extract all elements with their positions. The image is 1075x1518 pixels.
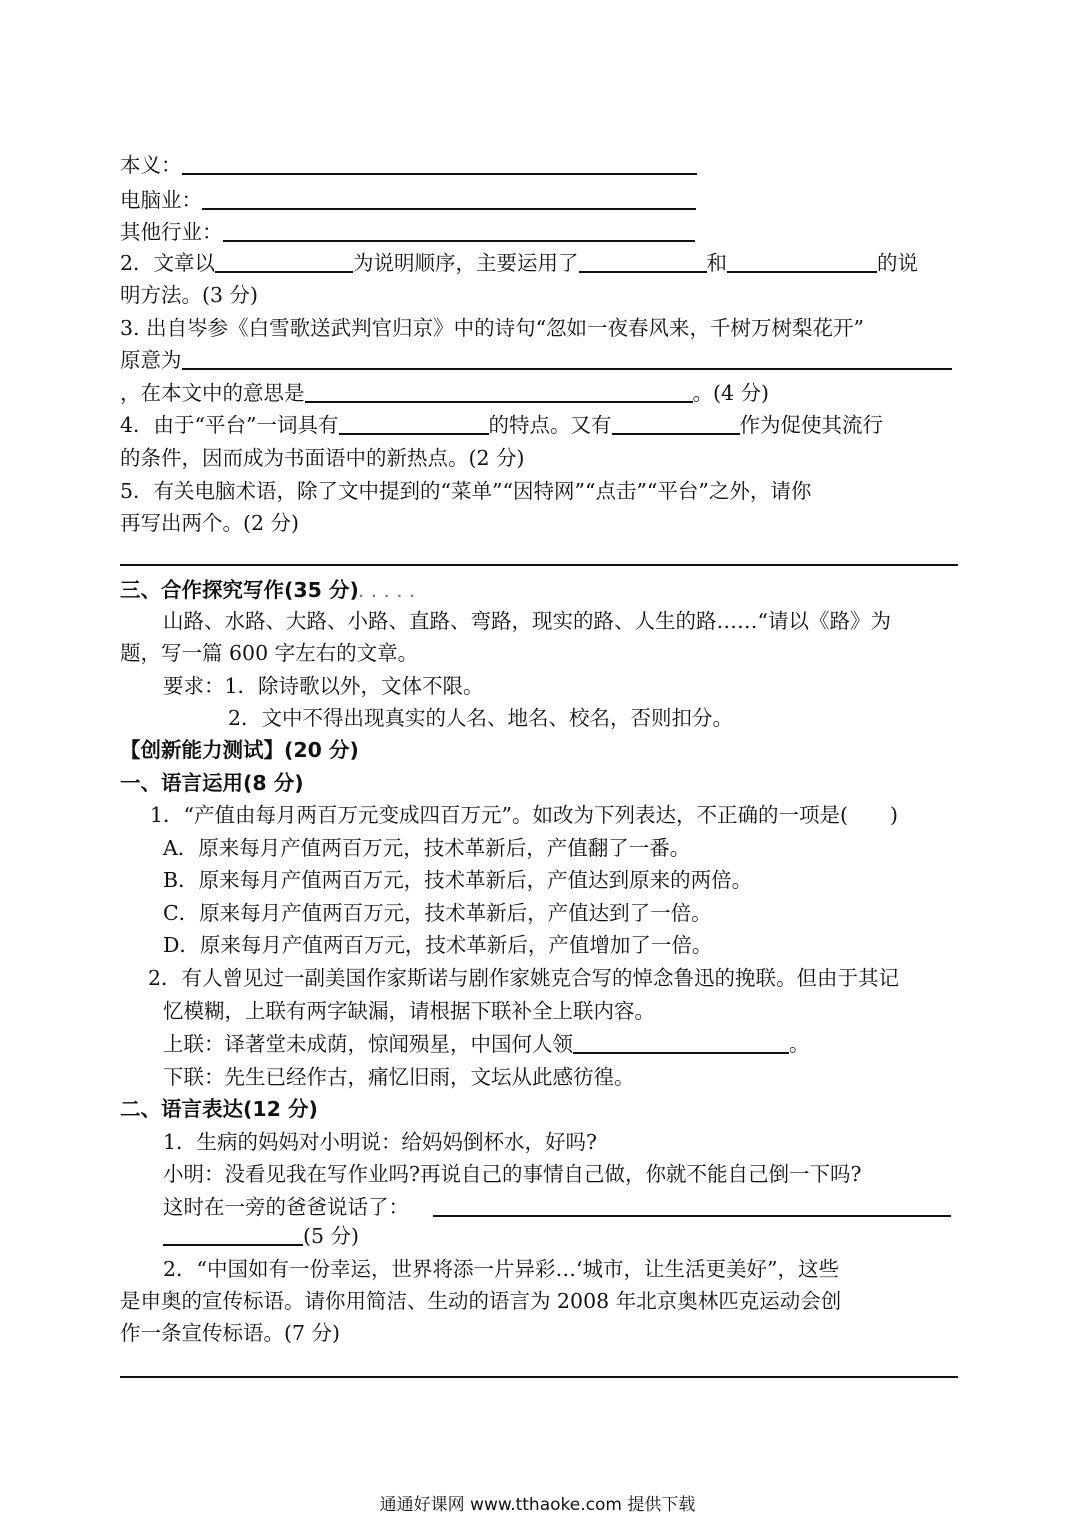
yb-question-1: 1．生病的妈妈对小明说：给妈妈倒杯水，好吗? [163,1130,598,1154]
yb-question-1-cont [163,1221,359,1251]
section-3-req-2: 2．文中不得出现真实的人名、地名、校名，否则扣分。 [228,706,734,730]
question-text: 为说明顺序，主要运用了 [353,251,579,275]
yy-question-2: 2．有人曾见过一副美国作家斯诺与剧作家姚克合写的悼念鲁迅的挽联。但由于其记 [148,966,900,990]
question-text: 这时在一旁的爸爸说话了： [163,1195,409,1219]
page-footer: 通通好课网 www.tthaoke.com 提供下载 [379,1495,696,1515]
question-text: 和 [706,251,728,275]
question-text: 上联：译著堂未成荫，惊闻殒星，中国何人领 [163,1032,573,1056]
option-a[interactable]: A．原来每月产值两百万元，技术革新后，产值翻了一番。 [163,836,691,860]
line-qita [120,217,695,247]
section-yuyan-yunyong-title: 一、语言运用(8 分) [120,771,304,795]
question-text: 的特点。又有 [488,413,612,437]
question-text: 4．由于“平台”一词具有 [120,413,339,437]
couplet-upper [163,1029,810,1059]
yb-question-2-cont2: 作一条宣传标语。(7 分) [120,1321,341,1345]
section-yuyan-biaoda-title: 二、语言表达(12 分) [120,1097,318,1121]
answer-blank[interactable] [339,432,489,435]
section-3-title [120,575,416,608]
line-diannao [120,185,696,215]
question-text: 1．“产值由每月两百万元变成四百万元”。如改为下列表达，不正确的一项是( [150,803,848,827]
yb-question-2: 2．“中国如有一份幸运，世界将添一片异彩…‘城市，让生活更美好”，这些 [163,1257,840,1281]
section-3-para: 山路、水路、大路、小路、直路、弯路，现实的路、人生的路……“请以《路》为 [163,609,891,633]
answer-blank[interactable] [202,207,696,210]
answer-blank[interactable] [215,270,353,273]
yb-question-1-dialog: 小明：没看见我在写作业吗?再说自己的事情自己做，你就不能自己倒一下吗? [163,1162,862,1186]
answer-blank[interactable] [223,239,695,242]
question-text: 作为促使其流行 [739,413,884,437]
question-4-cont: 的条件，因而成为书面语中的新热点。(2 分) [120,446,525,470]
yy-question-1 [150,800,898,830]
question-text: (5 分) [303,1224,360,1248]
answer-blank[interactable] [612,432,740,435]
question-2-cont: 明方法。(3 分) [120,283,259,307]
question-2 [120,248,918,278]
section-title: 三、合作探究写作(35 分) [120,578,359,602]
question-text: ) [890,803,898,827]
question-3-cont2 [120,378,769,408]
label-qita: 其他行业： [120,220,223,244]
answer-blank[interactable] [163,1243,303,1246]
question-text: 。(4 分) [692,381,770,405]
question-3-cont [120,345,952,375]
option-d[interactable]: D．原来每月产值两百万元，技术革新后，产值增加了一倍。 [163,933,713,957]
section-3-para-cont: 题，写一篇 600 字左右的文章。 [120,641,419,665]
answer-blank[interactable] [182,367,952,370]
option-b[interactable]: B．原来每月产值两百万元，技术革新后，产值达到原来的两倍。 [163,868,753,892]
question-text: ，在本文中的意思是 [120,381,305,405]
question-text: 的说 [877,251,919,275]
question-text: 2．文章以 [120,251,216,275]
question-4 [120,410,883,440]
answer-blank[interactable] [727,270,877,273]
answer-blank[interactable] [433,1214,951,1217]
dots-decoration: . . . . . [358,586,417,600]
question-5: 5．有关电脑术语，除了文中提到的“菜单”“因特网”“点击”“平台”之外，请你 [120,479,812,503]
yb-question-1-dad [163,1192,951,1222]
label-diannao: 电脑业： [120,188,202,212]
couplet-lower: 下联：先生已经作古，痛忆旧雨，文坛从此感彷徨。 [163,1065,635,1089]
innovation-test-title: 【创新能力测试】(20 分) [120,738,359,762]
answer-line[interactable] [120,1376,958,1378]
answer-line[interactable] [120,564,958,566]
section-3-req-1: 要求：1．除诗歌以外，文体不限。 [163,674,484,698]
question-text: 。 [789,1032,810,1056]
line-benyi [120,150,697,180]
yb-question-2-cont: 是申奥的宣传标语。请你用简洁、生动的语言为 2008 年北京奥林匹克运动会创 [120,1289,842,1313]
label-benyi: 本义： [120,153,182,177]
question-3: 3. 出自岑参《白雪歌送武判官归京》中的诗句“忽如一夜春风来，千树万树梨花开” [120,316,865,340]
answer-blank[interactable] [182,172,697,175]
answer-blank[interactable] [579,270,707,273]
question-5-cont: 再写出两个。(2 分) [120,511,300,535]
question-text: 原意为 [120,348,182,372]
option-c[interactable]: C．原来每月产值两百万元，技术革新后，产值达到了一倍。 [163,901,712,925]
yy-question-2-cont: 忆模糊，上联有两字缺漏，请根据下联补全上联内容。 [163,999,655,1023]
answer-blank[interactable] [573,1051,789,1054]
answer-blank[interactable] [305,400,693,403]
